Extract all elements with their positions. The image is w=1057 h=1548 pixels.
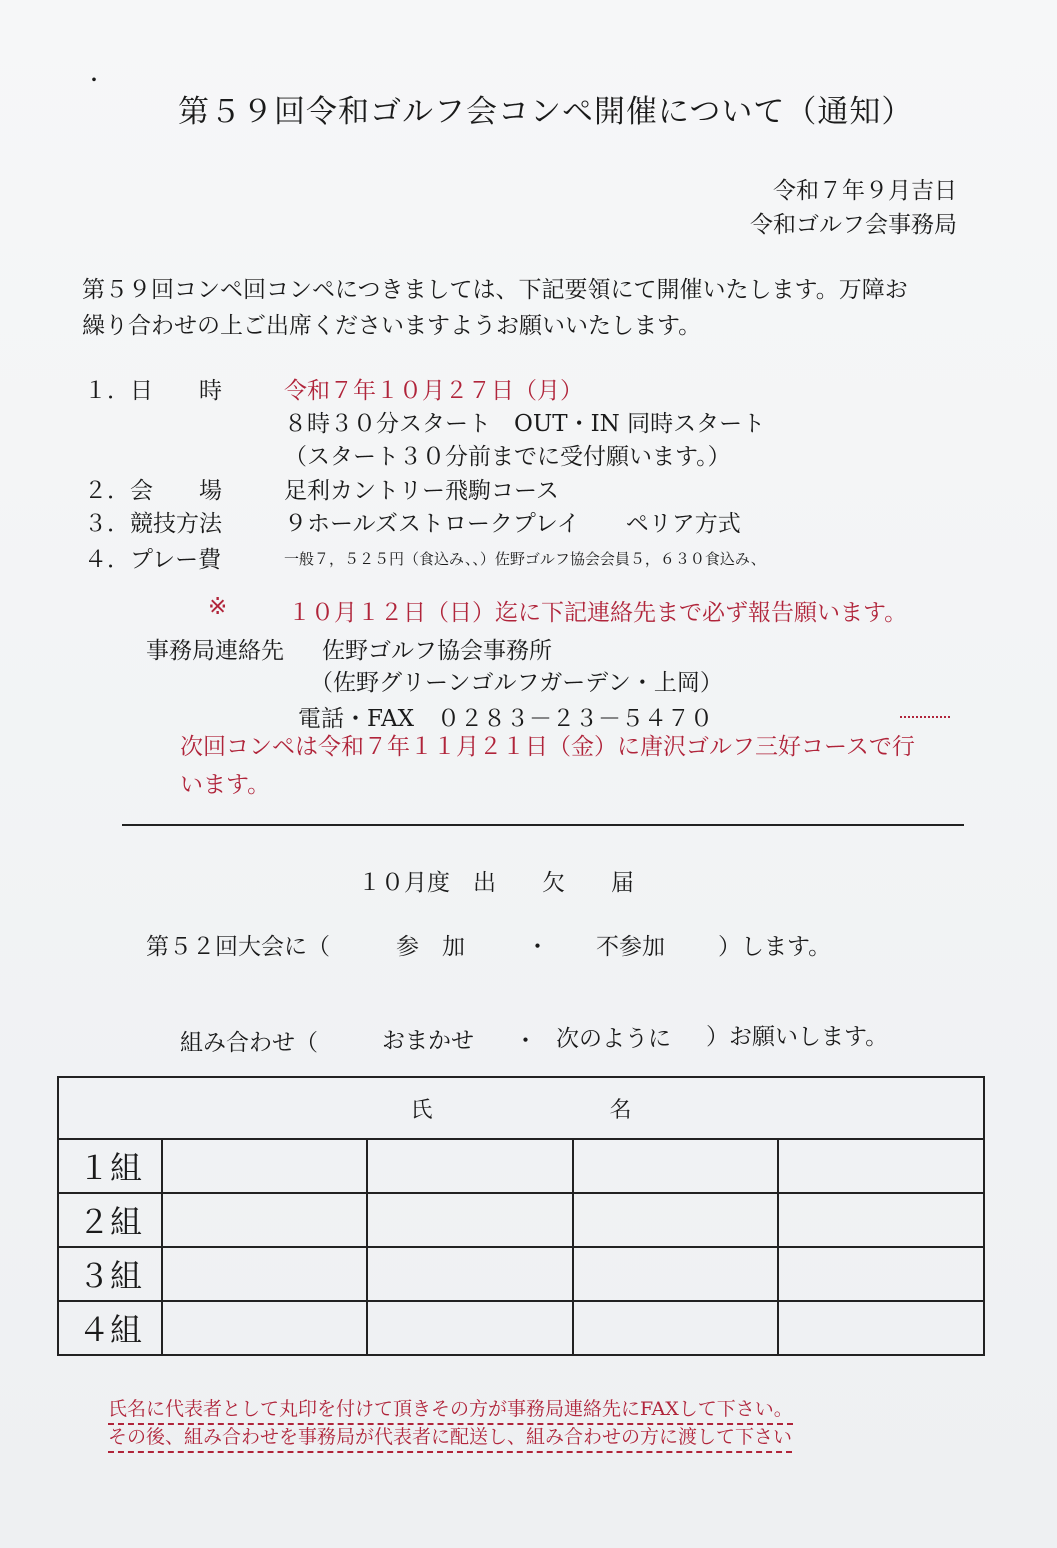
pair-suffix: ）お願いします。 [706,1024,889,1050]
pair-custom-option[interactable]: 次のように [556,1026,671,1052]
issue-date: 令和７年９月吉日 [773,178,957,204]
name-cell[interactable] [162,1301,367,1355]
group-label: ３組 [58,1247,162,1301]
name-cell[interactable] [778,1247,984,1301]
fee-label: ４．プレー費 [84,547,222,573]
group-label: ２組 [58,1193,162,1247]
attend-yes-option[interactable]: 参 加 [396,934,465,960]
option-separator: ・ [526,934,549,960]
intro-line: 繰り合わせの上ご出席くださいますようお願いいたします。 [82,313,702,339]
deadline-notice: １０月１２日（日）迄に下記連絡先まで必ず報告願います。 [288,600,908,626]
next-event-line: います。 [180,772,271,798]
attend-suffix: ）します。 [718,934,832,960]
name-cell[interactable] [573,1139,778,1193]
attend-prefix: 第５２回大会に（ [146,934,330,960]
intro-paragraph [82,272,908,344]
divider [122,824,964,826]
contact-name: 佐野ゴルフ協会事務所 [322,638,552,664]
notice-mark: ※ [208,594,228,620]
issuer-office: 令和ゴルフ会事務局 [750,212,957,238]
intro-line: 第５９回コンペ回コンペにつきましては、下記要領にて開催いたします。万障お [82,277,908,303]
table-row [58,1193,984,1247]
name-cell[interactable] [573,1193,778,1247]
table-row [58,1247,984,1301]
name-cell[interactable] [778,1139,984,1193]
group-label: ４組 [58,1301,162,1355]
pair-auto-option[interactable]: おまかせ [382,1028,474,1054]
venue-value: 足利カントリー飛駒コース [284,478,559,504]
bullet-dot: ・ [84,68,104,92]
header-char: 氏 [410,1097,433,1123]
fee-value: 一般７，５２５円（食込み、、）佐野ゴルフ協会会員５，６３０食込み、 [284,550,766,568]
start-time: ８時３０分スタート OUT・IN 同時スタート [284,411,766,437]
contact-label: 事務局連絡先 [146,638,284,664]
header-char: 名 [609,1097,632,1123]
date-label: １．日 時 [84,378,222,404]
name-table [57,1076,985,1356]
name-cell[interactable] [162,1247,367,1301]
table-row [58,1139,984,1193]
table-header-row [58,1077,984,1139]
page-title: 第５９回令和ゴルフ会コンペ開催について（通知） [178,94,914,130]
next-event-line: 次回コンペは令和７年１１月２１日（金）に唐沢ゴルフ三好コースで行 [180,734,915,760]
pair-prefix: 組み合わせ（ [180,1030,318,1056]
name-header [58,1077,984,1139]
phone-fax: 電話・FAX ０２８３－２３－５４７０ [298,706,713,732]
attend-no-option[interactable]: 不参加 [596,934,665,960]
name-cell[interactable] [573,1247,778,1301]
name-cell[interactable] [367,1139,572,1193]
option-separator: ・ [514,1028,537,1054]
name-cell[interactable] [162,1139,367,1193]
method-value: ９ホールズストロークプレイ ペリア方式 [284,511,741,537]
name-cell[interactable] [573,1301,778,1355]
name-cell[interactable] [778,1301,984,1355]
form-title: １０月度 出 欠 届 [358,870,634,896]
name-cell[interactable] [162,1193,367,1247]
venue-label: ２．会 場 [84,478,222,504]
footer-note: その後、組み合わせを事務局が代表者に配送し、組み合わせの方に渡して下さい [108,1422,792,1453]
group-label: １組 [58,1139,162,1193]
dotted-mark [900,716,950,718]
reception-note: （スタート３０分前までに受付願います。） [284,444,731,470]
name-cell[interactable] [778,1193,984,1247]
date-value: 令和７年１０月２７日（月） [284,378,583,404]
name-cell[interactable] [367,1301,572,1355]
contact-sub: （佐野グリーンゴルフガーデン・上岡） [310,670,723,696]
table-row [58,1301,984,1355]
name-cell[interactable] [367,1193,572,1247]
method-label: ３．競技方法 [84,511,222,537]
name-cell[interactable] [367,1247,572,1301]
footer-note: 氏名に代表者として丸印を付けて頂きその方が事務局連絡先にFAXして下さい。 [108,1394,793,1425]
